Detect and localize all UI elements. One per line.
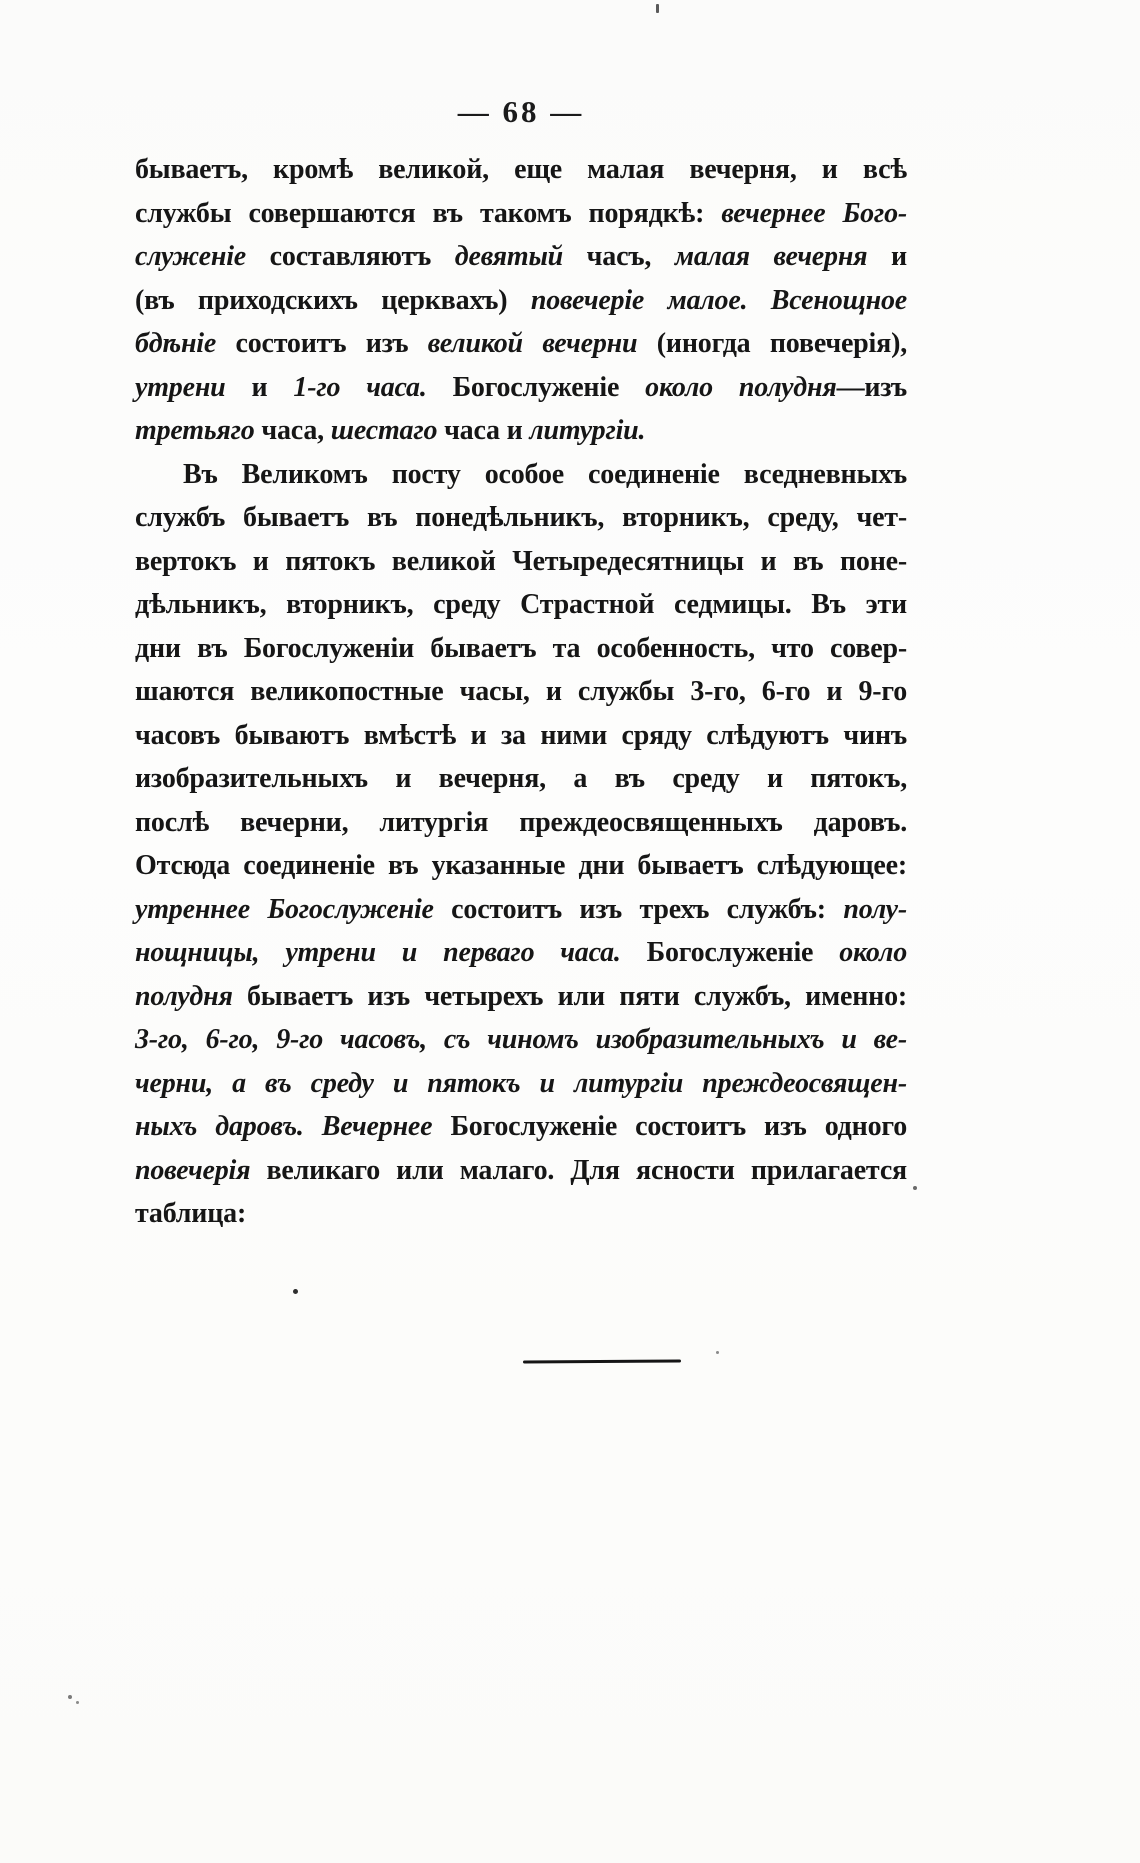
text-segment: бываетъ, кромѣ великой, еще малая вечерня, и всѣ <box>135 154 907 185</box>
text-line <box>135 670 907 714</box>
italic-segment: литургіи. <box>529 415 646 446</box>
italic-segment: ныхъ даровъ. Вечернее <box>135 1111 433 1142</box>
text-segment: состоитъ изъ трехъ службъ: <box>433 893 844 925</box>
text-line <box>135 1018 907 1062</box>
page-number: — 68 — <box>457 94 585 129</box>
text-segment: —изъ <box>836 371 908 403</box>
ink-speck <box>656 4 659 13</box>
text-line <box>135 888 907 932</box>
text-segment: шаются великопостные часы, и службы 3-го, 6-го и 9-го <box>135 676 907 707</box>
text-line <box>135 1062 907 1106</box>
text-line <box>135 1105 907 1149</box>
italic-segment: утрени <box>135 371 226 403</box>
text-segment: часовъ бываютъ вмѣстѣ и за ними сряду слѣдуютъ чинъ <box>135 719 907 751</box>
text-segment: службъ бываетъ въ понедѣльникъ, вторникъ, среду, чет- <box>135 502 907 533</box>
text-line <box>135 148 907 192</box>
text-segment: (въ приходскихъ церквахъ) <box>135 284 531 316</box>
text-segment: часъ, <box>563 241 675 272</box>
text-line <box>135 844 907 888</box>
italic-segment: полу- <box>843 893 907 925</box>
text-segment: вертокъ и пятокъ великой Четыредесятницы и въ поне- <box>135 545 907 577</box>
text-line <box>135 409 907 453</box>
text-line <box>135 975 907 1019</box>
text-line <box>135 1192 907 1236</box>
italic-segment: 1-го часа. <box>293 371 427 403</box>
text-segment: таблица: <box>135 1198 247 1229</box>
italic-segment: около <box>839 937 908 968</box>
text-line <box>135 322 907 366</box>
text-line <box>135 496 907 540</box>
text-segment: великаго или малаго. Для ясности прилагается <box>250 1154 907 1186</box>
text-segment: Богослуженіе состоитъ изъ одного <box>432 1111 907 1142</box>
text-segment: дни въ Богослуженіи бываетъ та особенность, что совер- <box>135 632 907 664</box>
text-line <box>135 279 907 323</box>
ink-speck <box>716 1351 719 1354</box>
text-line <box>135 540 907 584</box>
text-segment: дѣльникъ, вторникъ, среду Страстной седмицы. Въ эти <box>135 589 907 620</box>
italic-segment: малая вечерня <box>674 241 868 272</box>
italic-segment: повечеріе малое. Всенощное <box>530 284 908 316</box>
italic-segment: полудня <box>135 980 233 1012</box>
text-segment: составляютъ <box>246 241 455 272</box>
section-divider-rule <box>523 1359 681 1363</box>
italic-segment: нощницы, утрени и перваго часа. <box>135 937 621 968</box>
text-segment: службы совершаются въ такомъ порядкѣ: <box>135 197 722 229</box>
ink-speck <box>913 1186 917 1190</box>
text-line <box>135 583 907 627</box>
text-line <box>135 1149 907 1193</box>
italic-segment: великой вечерни <box>427 328 638 359</box>
italic-segment: бдѣніе <box>135 328 217 359</box>
italic-segment: шестаго <box>330 415 438 446</box>
italic-segment: около полудня <box>645 371 837 403</box>
text-block <box>135 148 907 1236</box>
italic-segment: черни, а въ среду и пятокъ и литургіи преждеосвящен- <box>135 1067 907 1099</box>
ink-speck <box>293 1289 298 1294</box>
text-line <box>135 801 907 845</box>
text-line <box>135 714 907 758</box>
text-line <box>135 192 907 236</box>
text-segment: состоитъ изъ <box>216 328 428 359</box>
italic-segment: вечернее Бого- <box>721 197 907 229</box>
text-segment: и <box>225 371 294 403</box>
text-segment: Въ Великомъ посту особое соединеніе вседневныхъ <box>183 458 907 490</box>
text-line <box>135 627 907 671</box>
ink-speck <box>68 1695 72 1699</box>
text-segment: послѣ вечерни, литургія преждеосвященныхъ даровъ. <box>135 806 907 838</box>
italic-segment: утреннее Богослуженіе <box>135 893 434 925</box>
italic-segment: девятый <box>454 241 564 272</box>
text-line <box>135 757 907 801</box>
text-segment: изобразительныхъ и вечерня, а въ среду и пятокъ, <box>135 763 907 794</box>
text-line <box>135 931 907 975</box>
italic-segment: служеніе <box>135 241 247 272</box>
italic-segment: третьяго <box>135 415 255 446</box>
text-segment: бываетъ изъ четырехъ или пяти службъ, именно: <box>232 980 907 1012</box>
text-segment: Богослуженіе <box>426 371 646 403</box>
italic-segment: повечерія <box>135 1154 251 1186</box>
text-segment: Отсюда соединеніе въ указанные дни бываетъ слѣдующее: <box>135 850 907 881</box>
text-segment: часа, <box>254 415 331 446</box>
text-line <box>135 235 907 279</box>
text-line <box>135 453 907 497</box>
ink-speck <box>76 1701 79 1704</box>
text-segment: часа и <box>437 415 530 446</box>
text-segment: и <box>867 241 907 272</box>
italic-segment: 3-го, 6-го, 9-го часовъ, съ чиномъ изобразительныхъ и ве- <box>135 1024 907 1055</box>
text-segment: (иногда повечерія), <box>637 328 907 359</box>
text-segment: Богослуженіе <box>620 937 840 968</box>
text-line <box>135 366 907 410</box>
